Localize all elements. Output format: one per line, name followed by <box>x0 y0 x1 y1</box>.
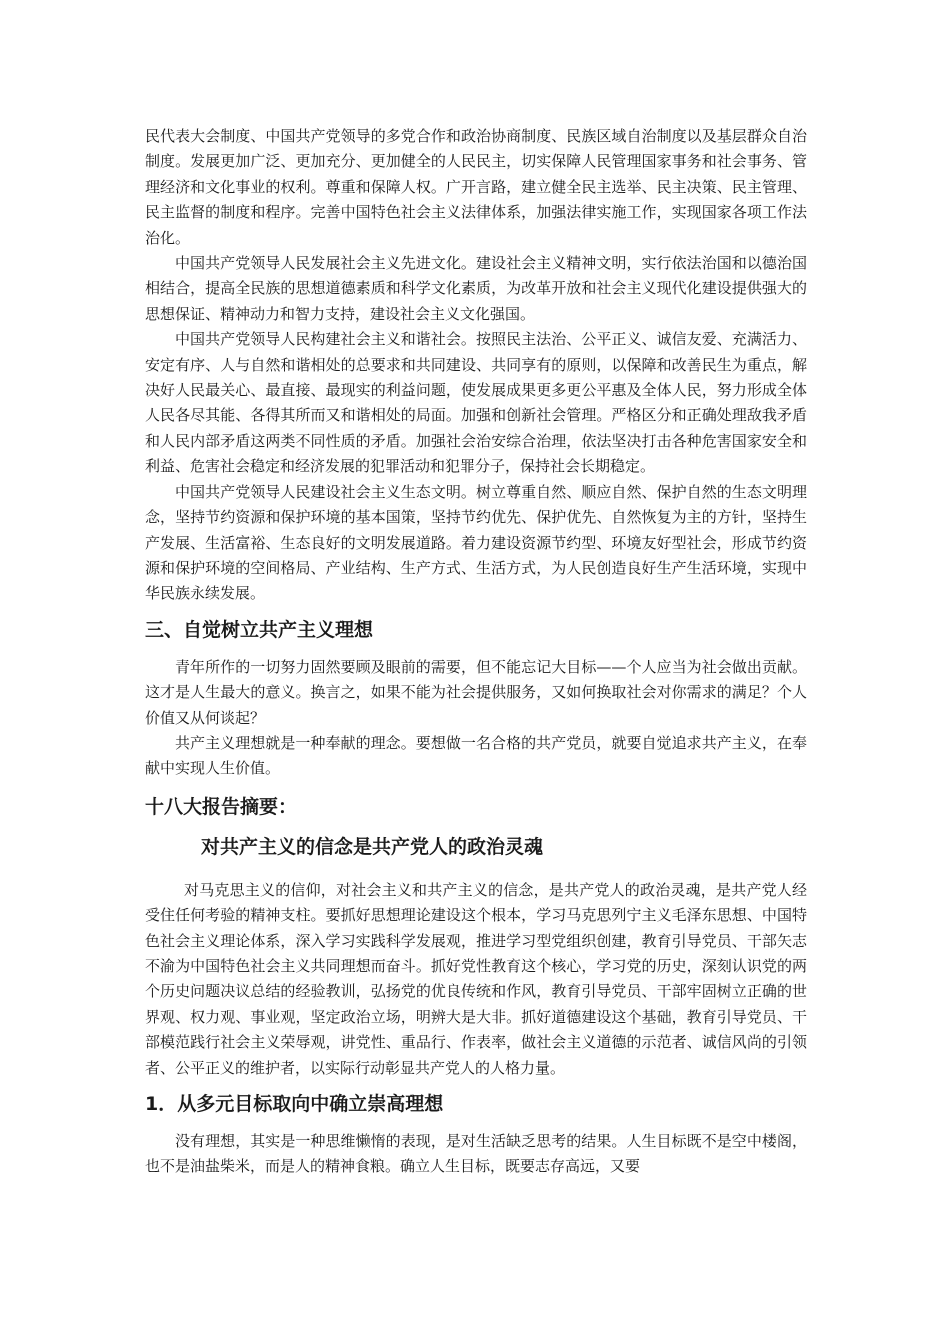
paragraph-youth: 青年所作的一切努力固然要顾及眼前的需要，但不能忘记大目标——个人应当为社会做出贡献。这才是人生最大的意义。换言之，如果不能为社会提供服务，又如何换取社会对你需求的满足？个人价值又从何谈起？ <box>145 657 807 727</box>
paragraph-democracy: 民代表大会制度、中国共产党领导的多党合作和政治协商制度、民族区域自治制度以及基层群众自治制度。发展更加广泛、更加充分、更加健全的人民民主，切实保障人民管理国家事务和社会事务、管理经济和文化事业的权利。尊重和保障人权。广开言路，建立健全民主选举、民主决策、民主管理、民主监督的制度和程序。完善中国特色社会主义法律体系，加强法律实施工作，实现国家各项工作法治化。 <box>145 127 807 247</box>
paragraph-ecology: 中国共产党领导人民建设社会主义生态文明。树立尊重自然、顺应自然、保护自然的生态文明理念，坚持节约资源和保护环境的基本国策，坚持节约优先、保护优先、自然恢复为主的方针，坚持生产发展、生活富裕、生态良好的文明发展道路。着力建设资源节约型、环境友好型社会，形成节约资源和保护环境的空间格局、产业结构、生产方式、生活方式，为人民创造良好生产生活环境，实现中华民族永续发展。 <box>145 482 807 603</box>
paragraph-harmony: 中国共产党领导人民构建社会主义和谐社会。按照民主法治、公平正义、诚信友爱、充满活力、安定有序、人与自然和谐相处的总要求和共同建设、共同享有的原则，以保障和改善民生为重点，解决好人民最关心、最直接、最现实的利益问题，使发展成果更多更公平惠及全体人民，努力形成全体人民各尽其能、各得其所而又和谐相处的局面。加强和创新社会管理。严格区分和正确处理敌我矛盾和人民内部矛盾这两类不同性质的矛盾。加强社会治安综合治理，依法坚决打击各种危害国家安全和利益、危害社会稳定和经济发展的犯罪活动和犯罪分子，保持社会长期稳定。 <box>145 330 807 476</box>
paragraph-no-ideal: 没有理想，其实是一种思维懒惰的表现，是对生活缺乏思考的结果。人生目标既不是空中楼阁，也不是油盐柴米，而是人的精神食粮。确立人生目标，既要志存高远，又要 <box>145 1132 807 1176</box>
section-heading-communist-ideal: 三、自觉树立共产主义理想 <box>145 618 374 641</box>
paragraph-dedication: 共产主义理想就是一种奉献的理念。要想做一名合格的共产党员，就要自觉追求共产主义，在奉献中实现人生价值。 <box>145 733 807 778</box>
report-summary-heading: 十八大报告摘要： <box>145 795 298 818</box>
item-heading-lofty-ideal: 1．从多元目标取向中确立崇高理想 <box>145 1093 444 1115</box>
subtitle-belief: 对共产主义的信念是共产党人的政治灵魂 <box>201 835 544 858</box>
paragraph-culture: 中国共产党领导人民发展社会主义先进文化。建设社会主义精神文明，实行依法治国和以德治国相结合，提高全民族的思想道德素质和科学文化素质，为改革开放和社会主义现代化建设提供强大的思想保证、精神动力和智力支持，建设社会主义文化强国。 <box>145 254 807 323</box>
paragraph-belief: 对马克思主义的信仰，对社会主义和共产主义的信念，是共产党人的政治灵魂，是共产党人经受住任何考验的精神支柱。要抓好思想理论建设这个根本，学习马克思列宁主义毛泽东思想、中国特色社会主义理论体系，深入学习实践科学发展观，推进学习型党组织创建，教育引导党员、干部矢志不渝为中国特色社会主义共同理想而奋斗。抓好党性教育这个核心，学习党的历史，深刻认识党的两个历史问题决议总结的经验教训，弘扬党的优良传统和作风，教育引导党员、干部牢固树立正确的世界观、权力观、事业观，坚定政治立场，明辨大是大非。抓好道德建设这个基础，教育引导党员、干部模范践行社会主义荣辱观，讲党性、重品行、作表率，做社会主义道德的示范者、诚信风尚的引领者、公平正义的维护者，以实际行动彰显共产党人的人格力量。 <box>145 880 807 1077</box>
document-page <box>145 124 807 1180</box>
